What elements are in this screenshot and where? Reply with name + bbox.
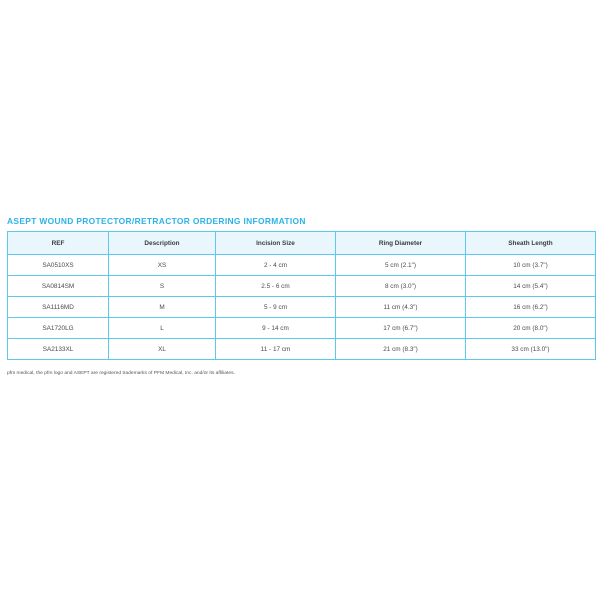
trademark-footnote: pfm medical, the pfm logo and ASEPT are registered trademarks of PFM Medical, Inc. and/or its affiliates. [7,371,235,376]
cell-ref: SA1720LG [8,318,109,339]
cell-sheath-length: 14 cm (5.4") [466,276,596,297]
cell-incision-size: 9 - 14 cm [216,318,336,339]
cell-sheath-length: 20 cm (8.0") [466,318,596,339]
cell-ring-diameter: 5 cm (2.1") [336,255,466,276]
cell-description: XL [109,339,216,360]
cell-incision-size: 5 - 9 cm [216,297,336,318]
cell-description: S [109,276,216,297]
column-header-sheath-length: Sheath Length [466,232,596,255]
cell-sheath-length: 10 cm (3.7") [466,255,596,276]
column-header-description: Description [109,232,216,255]
cell-sheath-length: 33 cm (13.0") [466,339,596,360]
cell-description: L [109,318,216,339]
table-row [8,297,596,318]
column-header-incision-size: Incision Size [216,232,336,255]
cell-ring-diameter: 21 cm (8.3") [336,339,466,360]
cell-ring-diameter: 8 cm (3.0") [336,276,466,297]
cell-incision-size: 11 - 17 cm [216,339,336,360]
cell-ring-diameter: 17 cm (6.7") [336,318,466,339]
column-header-ring-diameter: Ring Diameter [336,232,466,255]
ordering-information-table [7,231,596,360]
cell-ref: SA1116MD [8,297,109,318]
cell-sheath-length: 16 cm (6.2") [466,297,596,318]
cell-incision-size: 2 - 4 cm [216,255,336,276]
cell-incision-size: 2.5 - 6 cm [216,276,336,297]
table-row [8,339,596,360]
table-row [8,276,596,297]
section-title: ASEPT WOUND PROTECTOR/RETRACTOR ORDERING INFORMATION [7,216,306,226]
table-row [8,255,596,276]
cell-description: XS [109,255,216,276]
cell-ref: SA2133XL [8,339,109,360]
cell-ring-diameter: 11 cm (4.3") [336,297,466,318]
table-header-row [8,232,596,255]
table-row [8,318,596,339]
cell-ref: SA0814SM [8,276,109,297]
cell-description: M [109,297,216,318]
cell-ref: SA0510XS [8,255,109,276]
column-header-ref: REF [8,232,109,255]
